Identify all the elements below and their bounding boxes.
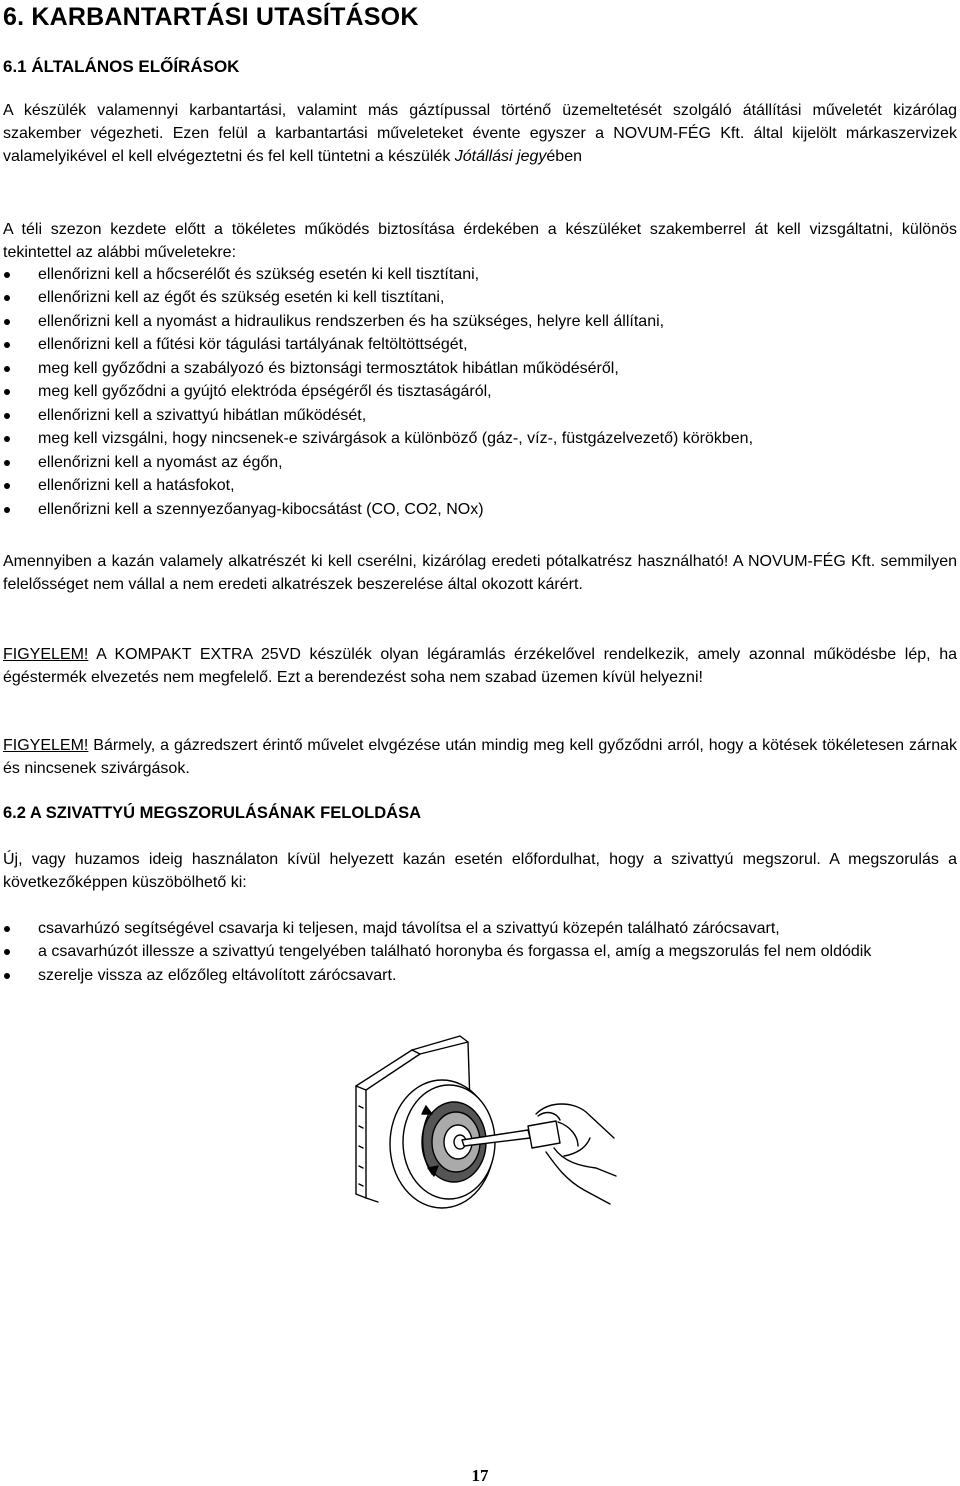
pump-steps-list xyxy=(0,917,957,987)
list-item-text: meg kell győződni a szabályozó és biztonsági termosztátok hibátlan működéséről, xyxy=(38,359,619,377)
list-item xyxy=(0,964,957,987)
warning-1-text: A KOMPAKT EXTRA 25VD készülék olyan légáramlás érzékelővel rendelkezik, amely azonnal működésbe lép, ha égéstermék elvezetés nem megfelelő. Ezt a berendezést soha nem szabad üzemen kívül helyezni! xyxy=(3,646,957,686)
bullet-icon xyxy=(4,973,10,979)
warning-1-label: FIGYELEM! xyxy=(3,646,89,663)
intro-paragraph xyxy=(3,99,957,168)
list-item-text: meg kell vizsgálni, hogy nincsenek-e szivárgások a különböző (gáz-, víz-, füstgázelvezető) körökben, xyxy=(38,430,754,448)
section-1-title: 6.1 ÁLTALÁNOS ELŐÍRÁSOK xyxy=(3,57,240,76)
warning-1-paragraph xyxy=(3,643,957,689)
bullet-icon xyxy=(4,949,10,955)
list-item-text: ellenőrizni kell a fűtési kör tágulási tartályának feltöltöttségét, xyxy=(38,336,468,354)
pump-screwdriver-illustration-icon xyxy=(350,1016,620,1216)
warranty-card-term: Jótállási jegy xyxy=(454,148,547,165)
pump-intro-paragraph: Új, vagy huzamos ideig használaton kívül helyezett kazán esetén előfordulhat, hogy a szivattyú megszorul. A megszorulás a következőképpen küszöbölhető ki: xyxy=(3,851,957,891)
maintenance-check-list xyxy=(0,263,957,521)
bullet-icon xyxy=(4,319,10,325)
list-item-text: meg kell győződni a gyújtó elektróda épségéről és tisztaságáról, xyxy=(38,383,492,401)
bullet-icon xyxy=(4,507,10,513)
list-item xyxy=(0,940,957,963)
bullet-icon xyxy=(4,342,10,348)
bullet-icon xyxy=(4,366,10,372)
list-item xyxy=(0,310,957,333)
list-item xyxy=(0,427,957,450)
list-item xyxy=(0,451,957,474)
warning-2-paragraph xyxy=(3,734,957,780)
list-item-text: ellenőrizni kell a szennyezőanyag-kibocsátást (CO, CO2, NOx) xyxy=(38,500,484,518)
section-2-title: 6.2 A SZIVATTYÚ MEGSZORULÁSÁNAK FELOLDÁSA xyxy=(3,804,422,822)
list-item xyxy=(0,380,957,403)
intro-text: A készülék valamennyi karbantartási, valamint más gáztípussal történő üzemeltetését szolgáló átállítási műveletét kizárólag szakember végezheti. Ezen felül a karbantartási műveleteket évente egyszer a NOVUM-FÉG Kft. által kijelölt márkaszervizek valamelyikével el kell elvégeztetni és fel kell tüntetni a készülék xyxy=(3,102,957,165)
bullet-icon xyxy=(4,436,10,442)
list-item-text: ellenőrizni kell a szivattyú hibátlan működését, xyxy=(38,406,367,424)
list-item-text: ellenőrizni kell a nyomást az égőn, xyxy=(38,453,283,471)
list-item xyxy=(0,404,957,427)
chapter-heading: 6. KARBANTARTÁSI UTASÍTÁSOK xyxy=(3,3,419,31)
list-item-text: szerelje vissza az előzőleg eltávolított zárócsavart. xyxy=(38,966,397,984)
warning-2-text: Bármely, a gázredszert érintő művelet elvgézése után mindig meg kell győződni arról, hogy a kötések tökéletesen zárnak és nincsenek szivárgások. xyxy=(3,737,957,777)
list-item-text: ellenőrizni kell a hőcserélőt és szükség esetén ki kell tisztítani, xyxy=(38,266,480,283)
list-item xyxy=(0,498,957,521)
list-item xyxy=(0,333,957,356)
bullet-icon xyxy=(4,295,10,301)
winter-check-paragraph: A téli szezon kezdete előtt a tökéletes működés biztosítása érdekében a készüléket szakemberrel át kell vizsgáltatni, különös tekintettel az alábbi műveletekre: xyxy=(3,221,957,261)
warning-2-label: FIGYELEM! xyxy=(3,737,89,754)
list-item-text: csavarhúzó segítségével csavarja ki teljesen, majd távolítsa el a szivattyú közepén található zárócsavart, xyxy=(38,920,780,937)
bullet-icon xyxy=(4,413,10,419)
list-item-text: ellenőrizni kell a hatásfokot, xyxy=(38,477,235,495)
bullet-icon xyxy=(4,926,10,932)
bullet-icon xyxy=(4,389,10,395)
bullet-icon xyxy=(4,272,10,278)
page-number: 17 xyxy=(471,1466,489,1485)
list-item xyxy=(0,357,957,380)
list-item-text: ellenőrizni kell a nyomást a hidraulikus rendszerben és ha szükséges, helyre kell állítani, xyxy=(38,312,665,330)
bullet-icon xyxy=(4,460,10,466)
bullet-icon xyxy=(4,483,10,489)
list-item xyxy=(0,917,957,940)
list-item xyxy=(0,474,957,497)
spare-parts-paragraph: Amennyiben a kazán valamely alkatrészét ki kell cserélni, kizárólag eredeti pótalkatrész használható! A NOVUM-FÉG Kft. semmilyen felelősséget nem vállal a nem eredeti alkatrészek beszerelése által okozott kárért. xyxy=(3,553,957,593)
list-item xyxy=(0,263,957,286)
intro-ending: ében xyxy=(546,148,582,165)
list-item xyxy=(0,286,957,309)
list-item-text: ellenőrizni kell az égőt és szükség esetén ki kell tisztítani, xyxy=(38,289,445,307)
list-item-text: a csavarhúzót illessze a szivattyú tengelyében található horonyba és forgassa el, amíg a megszorulás fel nem oldódik xyxy=(38,943,872,961)
